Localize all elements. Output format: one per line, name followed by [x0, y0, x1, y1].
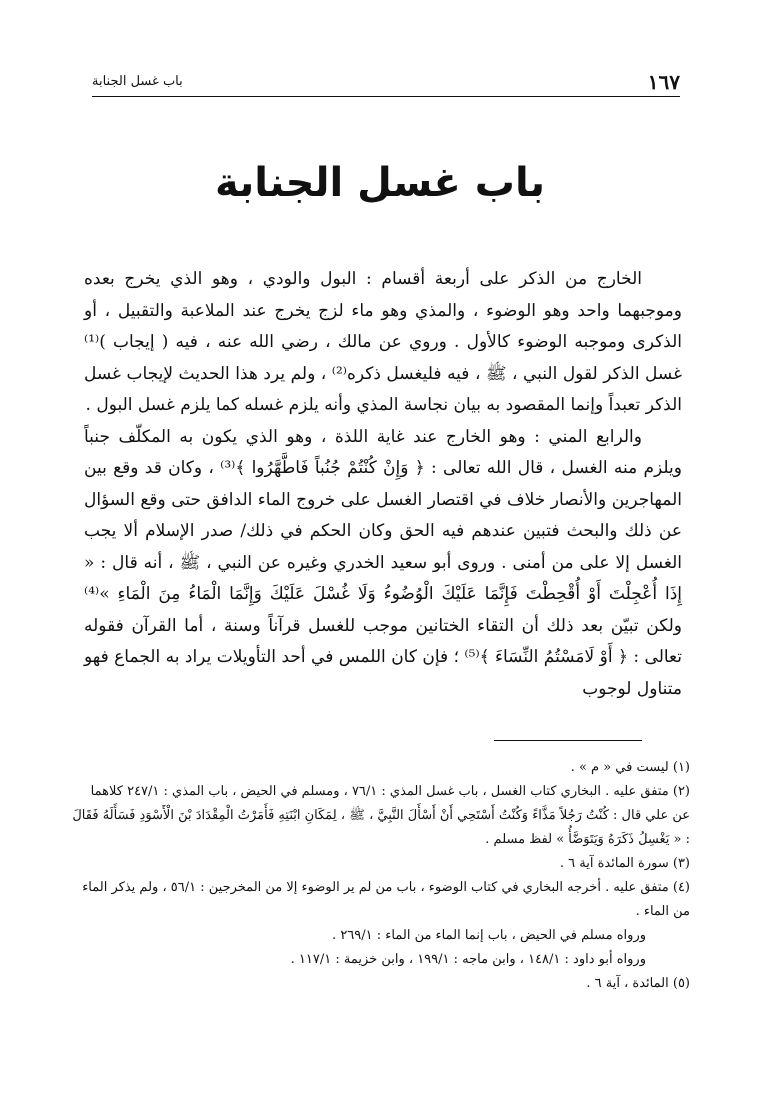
footnote: (٤) متفق عليه . أخرجه البخاري في كتاب الوضوء ، باب من لم ير الوضوء إلا من المخرجين : ٥٦/١ ، ولم يذكر الماء من الماء . [82, 880, 690, 919]
footnote-continuation: ورواه مسلم في الحيض ، باب إنما الماء من الماء : ٢٦٩/١ . [332, 928, 646, 943]
paragraph: والرابع المني : وهو الخارج عند غاية اللذة ، وهو الذي يكون به المكلّف جنباً ويلزم منه الغسل ، قال الله تعالى : ﴿ وَإِنْ كُنْتُمْ جُنُباً فَاطَّهَّرُوا ﴾⁽³⁾ ، وكان قد وقع بين المهاجرين والأنصار خلاف في اقتصار الغسل على خروج الماء الدافق حتى وقع السؤال عن ذلك والبحث فتبين عندهم فيه الحق وكان الحكم في ذلك/ صدر الإسلام ألا يجب الغسل إلا على من أمنى . وروى أبو سعيد الخدري وغيره عن النبي ، ﷺ ، أنه قال : « إِذَا أُعْجِلْتَ أَوْ أُقْحِطْتَ فَإِنَّمَا عَلَيْكَ الْوُضُوءُ وَلَا غُسْلَ عَلَيْكَ وَإِنَّمَا الْمَاءُ مِنَ الْمَاءِ »⁽⁴⁾ ولكن تبيّن بعد ذلك أن التقاء الختانين موجب للغسل قرآناً وسنة ، أما القرآن فقوله تعالى : ﴿ أَوْ لَامَسْتُمُ النِّسَاءَ ﴾⁽⁵⁾ ؛ فإن كان اللمس في أحد التأويلات يراد به الجماع فهو متناول لوجوب [84, 426, 682, 699]
footnote: (٥) المائدة ، آية ٦ . [586, 976, 690, 991]
footnote: (١) ليست في « م » . [570, 760, 690, 775]
footnote: (٣) سورة المائدة آية ٦ . [559, 856, 690, 871]
chapter-title: باب غسل الجنابة [215, 160, 545, 206]
paragraph: الخارج من الذكر على أربعة أقسام : البول والودي ، وهو الذي يخرج بعده وموجبهما واحد وهو الوضوء ، والمذي وهو ماء لزج يخرج عند الملاعبة والتقبيل ، أو الذكرى وموجبه الوضوء كالأول . وروي عن مالك ، رضي الله عنه ، فيه ( إيجاب )⁽¹⁾ غسل الذكر لقول النبي ، ﷺ ، فيه فليغسل ذكره⁽²⁾ ، ولم يرد هذا الحديث لإيجاب غسل الذكر تعبداً وإنما المقصود به بيان نجاسة المذي وأنه يلزم غسله كما يلزم غسل البول . [84, 269, 682, 415]
page-number: ١٦٧ [647, 70, 680, 94]
footnote: (٢) متفق عليه . البخاري كتاب الغسل ، باب غسل المذي : ٧٦/١ ، ومسلم في الحيض ، باب المذي : ٢٤٧/١ كلاهما عن علي قال : كُنْتُ رَجُلاً مَذَّاءً وَكُنْتُ أَسْتَحِي أَنْ أَسْأَلَ النَّبِيَّ ، ﷺ ، لِمَكَانِ ابْنَتِهِ فَأَمَرْتُ الْمِقْدَادَ بْنَ الْأَسْوَدِ فَسَأَلَهُ فَقَالَ : « يَغْسِلُ ذَكَرَهُ وَيَتَوَضَّأُ » لفظ مسلم . [72, 784, 690, 847]
footnotes [70, 756, 690, 996]
footnote-divider [494, 740, 642, 741]
running-header [92, 70, 680, 97]
main-text [84, 264, 682, 705]
footnote-continuation: ورواه أبو داود : ١٤٨/١ ، وابن ماجه : ١٩٩/١ ، وابن خزيمة : ١١٧/١ . [290, 952, 646, 967]
running-header-title: باب غسل الجنابة [92, 74, 183, 89]
